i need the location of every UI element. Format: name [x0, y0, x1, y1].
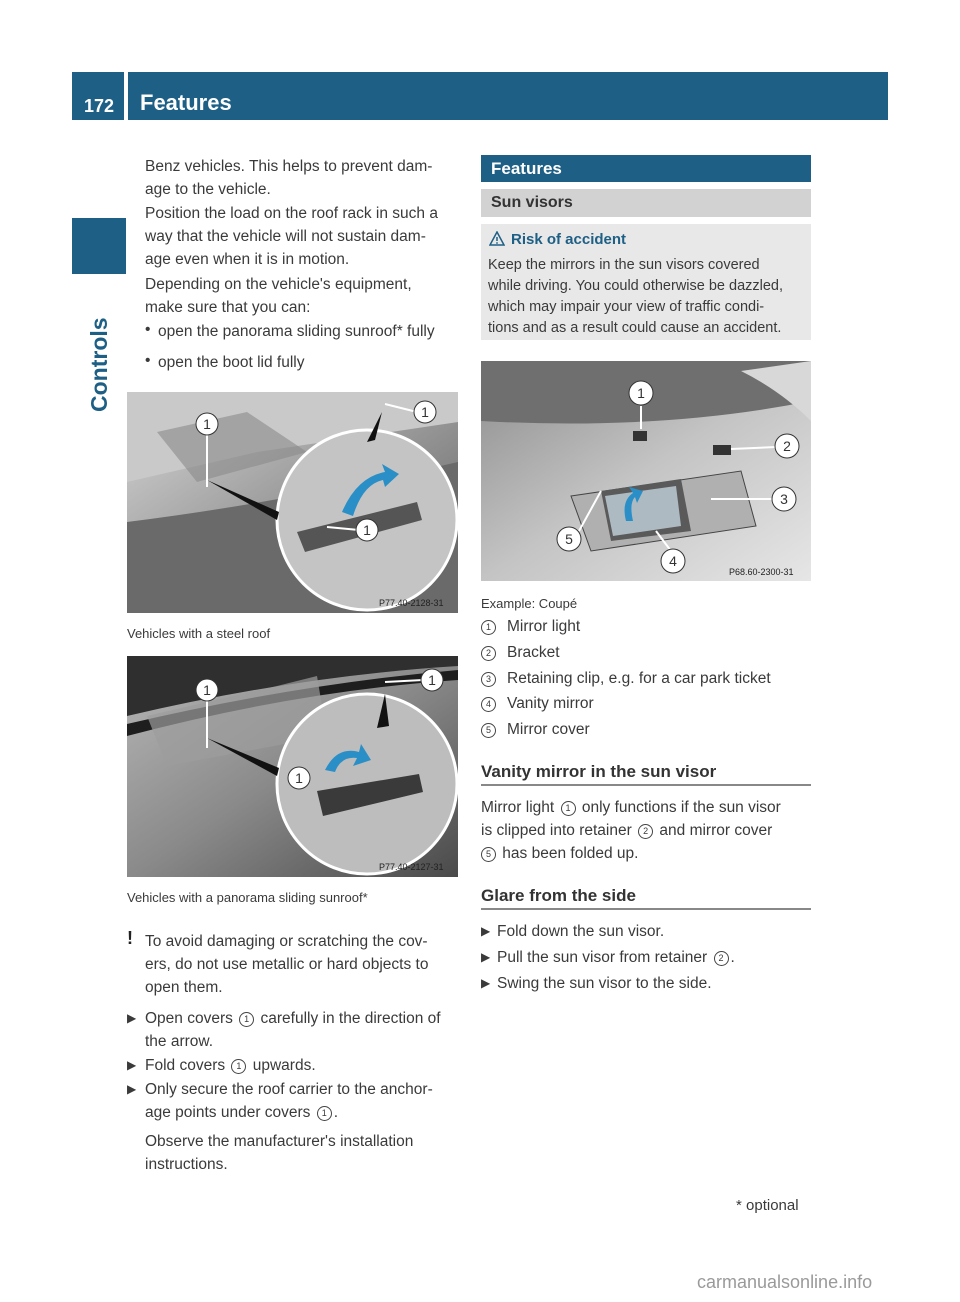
callout-number: 1: [231, 1059, 246, 1074]
warning-triangle-icon: [489, 231, 505, 247]
step-arrow-icon: ▶: [127, 1082, 137, 1096]
step-text: Swing the sun visor to the side.: [497, 975, 712, 992]
svg-text:1: 1: [203, 682, 211, 698]
section-title: Features: [491, 159, 562, 178]
paragraph-vanity: Mirror light 1 only functions if the sun visor is clipped into retainer 2 and mirror cover 5 has been folded up.: [481, 799, 781, 862]
svg-text:1: 1: [203, 416, 211, 432]
step-arrow-icon: ▶: [127, 1011, 137, 1025]
paragraph-equipment: Depending on the vehicle's equipment, make sure that you can:: [145, 276, 412, 316]
step-item: [481, 972, 817, 995]
page-header: [72, 72, 888, 120]
svg-text:4: 4: [669, 553, 677, 569]
callout-number: 5: [481, 847, 496, 862]
caption-steel-roof: Vehicles with a steel roof: [127, 626, 271, 641]
image-code: P68.60-2300-31: [729, 567, 794, 577]
svg-text:2: 2: [783, 438, 791, 454]
svg-text:1: 1: [428, 672, 436, 688]
legend-item: [481, 692, 594, 715]
step-text: Pull the sun visor from retainer 2 .: [497, 949, 735, 966]
header-title: Features: [140, 90, 232, 115]
sun-visor-illustration: [481, 361, 811, 581]
legend-item: [481, 615, 581, 638]
paragraph-observe: Observe the manufacturer's installation instructions.: [145, 1133, 414, 1173]
subsection-bar: [481, 189, 811, 217]
section-bar: [481, 155, 811, 182]
legend-text: Retaining clip, e.g. for a car park ticket: [507, 670, 771, 687]
paragraph-intro: Benz vehicles. This helps to prevent dam- age to the vehicle.: [145, 158, 433, 198]
legend-text: Mirror light: [507, 618, 581, 635]
bullet-text: open the panorama sliding sunroof* fully: [158, 323, 435, 340]
callout-number: 1: [561, 801, 576, 816]
caption-example: Example: Coupé: [481, 596, 578, 611]
step-item: [127, 1054, 463, 1077]
step-arrow-icon: ▶: [481, 976, 491, 990]
svg-text:1: 1: [363, 522, 371, 538]
bullet-dot: •: [145, 321, 151, 338]
step-arrow-icon: ▶: [481, 924, 491, 938]
heading-vanity-text: Vanity mirror in the sun visor: [481, 762, 717, 781]
step-arrow-icon: ▶: [127, 1058, 137, 1072]
footer-optional: * optional: [736, 1197, 799, 1214]
note-mark: !: [127, 928, 133, 948]
svg-text:5: 5: [565, 531, 573, 547]
sidebar-label: Controls: [86, 317, 112, 412]
image-code: P77.40-2128-31: [379, 598, 444, 608]
bullet-dot: •: [145, 352, 151, 369]
step-item: [481, 920, 817, 943]
step-text: Only secure the roof carrier to the anchor- age points under covers 1 .: [145, 1081, 433, 1121]
callout-number: 1: [239, 1012, 254, 1027]
legend-text: Bracket: [507, 644, 560, 661]
heading-vanity-mirror: [481, 762, 811, 786]
panorama-roof-image: [127, 656, 458, 877]
note-text: To avoid damaging or scratching the cov- ers, do not use metallic or hard objects to open them.: [145, 933, 429, 996]
callout-number: 1: [481, 620, 496, 635]
step-text: Fold covers 1 upwards.: [145, 1057, 316, 1074]
bullet-text: open the boot lid fully: [158, 354, 305, 371]
caption-panorama-roof: Vehicles with a panorama sliding sunroof*: [127, 890, 368, 905]
callout-number: 1: [317, 1106, 332, 1121]
panorama-roof-illustration: [127, 656, 458, 877]
heading-glare: [481, 886, 811, 910]
callout-number: 5: [481, 723, 496, 738]
step-text: Fold down the sun visor.: [497, 923, 665, 940]
step-text: Open covers 1 carefully in the direction of the arrow.: [145, 1010, 441, 1050]
subsection-title: Sun visors: [491, 194, 573, 211]
warning-text: Keep the mirrors in the sun visors covered while driving. You could otherwise be dazzled, which may impair your view of traffic condi- tions and as a result could cause an accident.: [488, 257, 784, 336]
legend-item: [481, 641, 560, 664]
steel-roof-illustration: [127, 392, 458, 613]
svg-text:3: 3: [780, 491, 788, 507]
callout-number: 2: [638, 824, 653, 839]
legend-item: [481, 667, 771, 690]
svg-text:1: 1: [295, 770, 303, 786]
callout-number: 2: [714, 951, 729, 966]
warning-box: [481, 224, 811, 340]
callout-number: 4: [481, 697, 496, 712]
step-item: [127, 1007, 463, 1053]
header-divider: [124, 72, 128, 120]
callout-number: 2: [481, 646, 496, 661]
page-number: 172: [84, 96, 115, 116]
sidebar-block: [72, 218, 126, 274]
legend-text: Vanity mirror: [507, 695, 594, 712]
legend-text: Mirror cover: [507, 721, 590, 738]
svg-text:1: 1: [637, 385, 645, 401]
callout-number: 3: [481, 672, 496, 687]
heading-glare-text: Glare from the side: [481, 886, 636, 905]
legend-item: [481, 718, 590, 741]
step-arrow-icon: ▶: [481, 950, 491, 964]
sun-visor-image: [481, 361, 811, 581]
paragraph-position-load: Position the load on the roof rack in such a way that the vehicle will not sustain dam- age even when it is in motion.: [145, 205, 438, 268]
image-code: P77.40-2127-31: [379, 862, 444, 872]
svg-text:1: 1: [421, 404, 429, 420]
step-item: [127, 1078, 463, 1124]
steel-roof-image: [127, 392, 458, 613]
step-item: [481, 946, 817, 969]
warning-title: Risk of accident: [511, 231, 627, 248]
watermark: carmanualsonline.info: [697, 1272, 873, 1292]
